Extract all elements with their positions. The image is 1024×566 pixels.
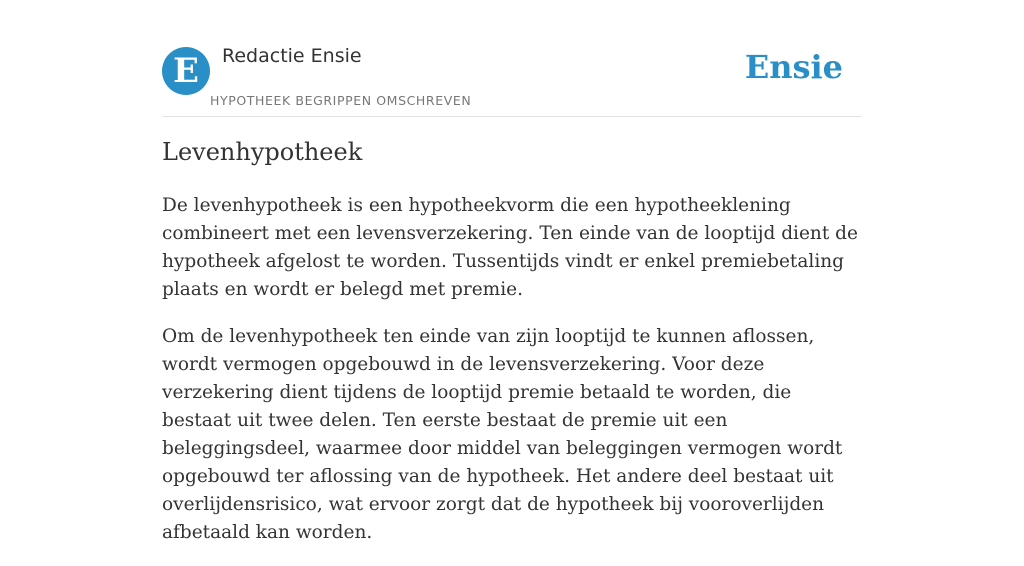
article-body: [162, 192, 862, 566]
article-paragraph: Om de levenhypotheek ten einde van zijn looptijd te kunnen aflossen, wordt vermogen opgebouwd in de levensverzekering. Voor deze verzekering dient tijdens de looptijd premie betaald te worden, die bestaat uit twee delen. Ten eerste bestaat de premie uit een beleggingsdeel, waarmee door middel van beleggingen vermogen wordt opgebouwd ter aflossing van de hypotheek. Het andere deel bestaat uit overlijdensrisico, wat ervoor zorgt dat de hypotheek bij vooroverlijden afbetaald kan worden.: [162, 326, 843, 543]
article-header: [162, 0, 862, 117]
author-avatar[interactable]: E: [162, 47, 210, 95]
author-name[interactable]: Redactie Ensie: [222, 45, 362, 67]
brand-logo[interactable]: Ensie: [744, 48, 843, 86]
category-label[interactable]: HYPOTHEEK BEGRIPPEN OMSCHREVEN: [210, 93, 472, 108]
article-paragraph: De levenhypotheek is een hypotheekvorm die een hypotheeklening combineert met een levensverzekering. Ten einde van de looptijd dient de hypotheek afgelost te worden. Tussentijds vindt er enkel premiebetaling plaats en wordt er belegd met premie.: [162, 195, 858, 300]
article-title: Levenhypotheek: [162, 138, 363, 166]
